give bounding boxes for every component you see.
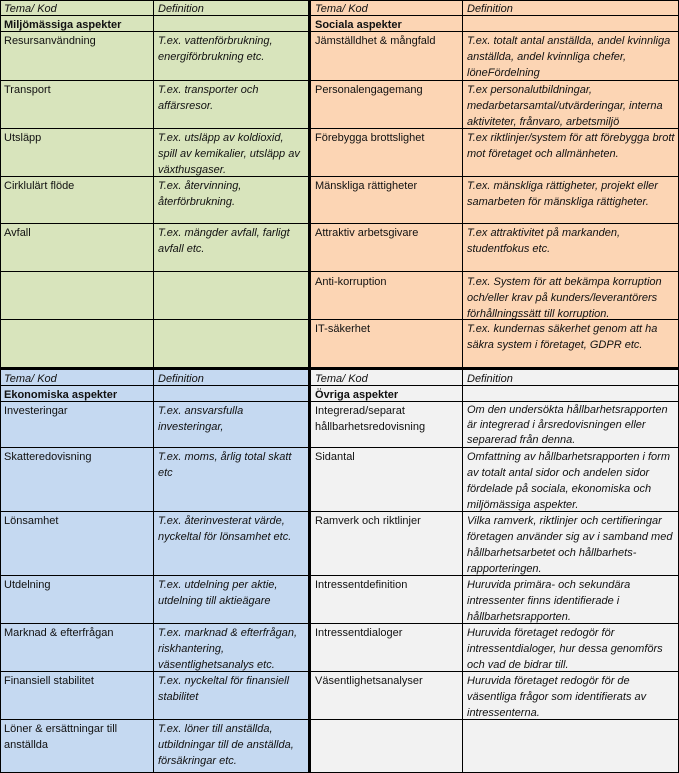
q2-row-tema: Attraktiv arbetsgivare (311, 224, 463, 272)
q4-row-definition: Vilka ramverk, riktlinjer och certifieringar företagen använder sig av i samband med hållbarhetsarbetet och hållbarhets-rapporteringen. (463, 512, 679, 576)
q2-row-definition: T.ex. totalt antal anställda, andel kvinnliga anställda, andel kvinnliga chefer, löneFördelning (463, 32, 679, 81)
q3-section-blank (154, 386, 309, 402)
q1-row-definition: T.ex. utsläpp av koldioxid, spill av kemikalier, utsläpp av växthusgaser. (154, 129, 309, 177)
q4-row-tema: Sidantal (311, 448, 463, 512)
q2-section-blank (463, 16, 679, 32)
q3-row-definition: T.ex. återinvesterat värde, nyckeltal för lönsamhet etc. (154, 512, 309, 576)
q4-row-definition: Huruvida företaget redogör för de väsentliga frågor som identifierats av intressenterna. (463, 672, 679, 720)
q4-row-definition: Huruvida företaget redogör för intressentdialoger, hur dessa genomförs och vad de bidrar till. (463, 624, 679, 672)
q2-header-tema: Tema/ Kod (311, 0, 463, 16)
q3-row-tema: Utdelning (0, 576, 154, 624)
q4-row-definition: Omfattning av hållbarhetsrapporten i form av totalt antal sidor och andelen sidor fördelade på sociala, ekonomiska och miljömässiga aspekter. (463, 448, 679, 512)
q4-row-definition: Huruvida primära- och sekundära intressenter finns identifierade i hållbarhetsrapporten. (463, 576, 679, 624)
q1-row-tema: Avfall (0, 224, 154, 272)
q1-empty-cell (0, 272, 154, 320)
q2-row-tema: Jämställdhet & mångfald (311, 32, 463, 81)
q2-row-definition: T.ex. kundernas säkerhet genom att ha säkra system i företaget, GDPR etc. (463, 320, 679, 368)
q1-row-definition: T.ex. mängder avfall, farligt avfall etc. (154, 224, 309, 272)
q4-row-tema: Ramverk och riktlinjer (311, 512, 463, 576)
q1-row-tema: Cirklulärt flöde (0, 177, 154, 224)
q2-row-definition: T.ex attraktivitet på markanden, studentfokus etc. (463, 224, 679, 272)
q2-section-title: Sociala aspekter (311, 16, 463, 32)
q1-empty-cell (154, 320, 309, 368)
q1-row-definition: T.ex. transporter och affärsresor. (154, 81, 309, 129)
q4-row-tema: Integrerad/separat hållbarhetsredovisning (311, 402, 463, 448)
q3-row-tema: Finansiell stabilitet (0, 672, 154, 720)
q3-row-tema: Löner & ersättningar till anställda (0, 720, 154, 773)
q1-section-blank (154, 16, 309, 32)
q4-row-tema: Intressentdefinition (311, 576, 463, 624)
q3-header-definition: Definition (154, 370, 309, 386)
q4-row-tema: Väsentlighetsanalyser (311, 672, 463, 720)
q3-row-definition: T.ex. ansvarsfulla investeringar, (154, 402, 309, 448)
q1-section-title: Miljömässiga aspekter (0, 16, 154, 32)
q1-header-tema: Tema/ Kod (0, 0, 154, 16)
q3-row-definition: T.ex. utdelning per aktie, utdelning till aktieägare (154, 576, 309, 624)
q3-row-tema: Marknad & efterfrågan (0, 624, 154, 672)
q3-row-tema: Lönsamhet (0, 512, 154, 576)
q4-row-definition: Om den undersökta hållbarhetsrapporten är integrerad i årsredovisningen eller separerad från denna. (463, 402, 679, 448)
q1-empty-cell (154, 272, 309, 320)
q1-row-tema: Resursanvändning (0, 32, 154, 81)
q4-row-tema: Intressentdialoger (311, 624, 463, 672)
q4-section-title: Övriga aspekter (311, 386, 463, 402)
q2-row-tema: Anti-korruption (311, 272, 463, 320)
q2-row-definition: T.ex personalutbildningar, medarbetarsamtal/utvärderingar, interna aktiviteter, frånvaro, arbetsmiljö (463, 81, 679, 129)
q1-row-tema: Transport (0, 81, 154, 129)
q4-empty-cell (311, 720, 463, 773)
horizontal-divider (0, 368, 679, 370)
q3-section-title: Ekonomiska aspekter (0, 386, 154, 402)
q1-header-definition: Definition (154, 0, 309, 16)
q1-row-definition: T.ex. vattenförbrukning, energiförbrukning etc. (154, 32, 309, 81)
q4-empty-cell (463, 720, 679, 773)
q1-row-tema: Utsläpp (0, 129, 154, 177)
q2-row-definition: T.ex. mänskliga rättigheter, projekt eller samarbeten för mänskliga rättigheter. (463, 177, 679, 224)
q3-row-definition: T.ex. marknad & efterfrågan, riskhantering, väsentlighetsanalys etc. (154, 624, 309, 672)
q3-row-definition: T.ex. löner till anställda, utbildningar till de anställda, försäkringar etc. (154, 720, 309, 773)
q2-row-definition: T.ex. System för att bekämpa korruption och/eller krav på kunders/leverantörers förhållningssätt till korruption. (463, 272, 679, 320)
q1-row-definition: T.ex. återvinning, återförbrukning. (154, 177, 309, 224)
q2-row-tema: IT-säkerhet (311, 320, 463, 368)
q2-row-definition: T.ex riktlinjer/system för att förebygga brott mot företaget och allmänheten. (463, 129, 679, 177)
q2-header-definition: Definition (463, 0, 679, 16)
q3-row-tema: Investeringar (0, 402, 154, 448)
q3-row-definition: T.ex. nyckeltal för finansiell stabilitet (154, 672, 309, 720)
q2-row-tema: Förebygga brottslighet (311, 129, 463, 177)
vertical-divider (309, 0, 311, 773)
q2-row-tema: Personalengagemang (311, 81, 463, 129)
q1-empty-cell (0, 320, 154, 368)
q2-row-tema: Mänskliga rättigheter (311, 177, 463, 224)
q3-row-tema: Skatteredovisning (0, 448, 154, 512)
q4-header-tema: Tema/ Kod (311, 370, 463, 386)
q3-row-definition: T.ex. moms, årlig total skatt etc (154, 448, 309, 512)
q4-header-definition: Definition (463, 370, 679, 386)
q4-section-blank (463, 386, 679, 402)
q3-header-tema: Tema/ Kod (0, 370, 154, 386)
